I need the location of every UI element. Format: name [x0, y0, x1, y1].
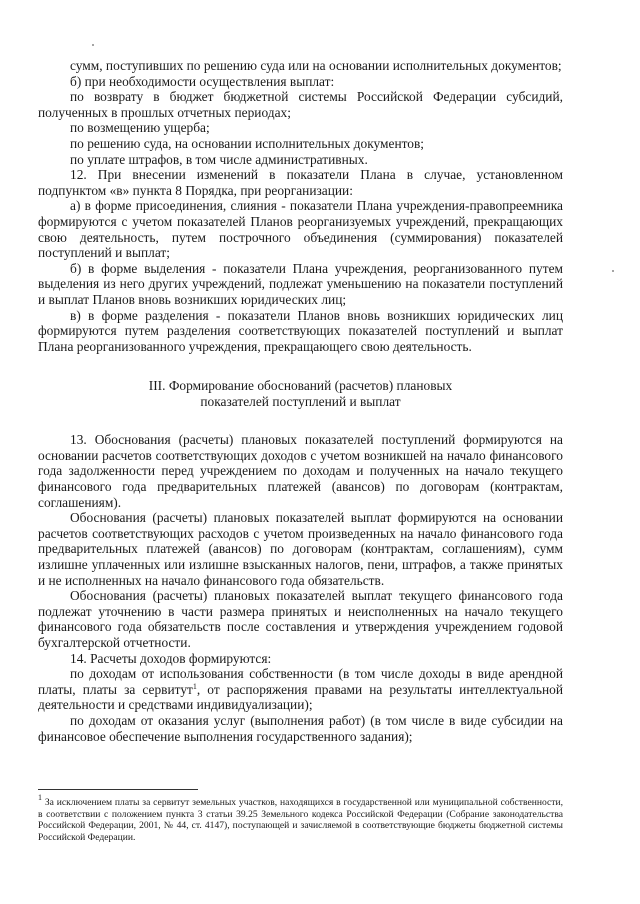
paragraph: б) при необходимости осуществления выплат:	[70, 73, 335, 89]
paragraph-item-13: 13. Обоснования (расчеты) плановых показателей поступлений формируются на основании расчетов соответствующих доходов с учетом возникшей на начало финансового года задолженности перед учреждением по доходам и полученных на начало текущего финансового года предварительных платежей (авансов) по договорам (контрактам, соглашениям).	[38, 432, 563, 510]
paragraph: по уплате штрафов, в том числе административных.	[70, 151, 368, 167]
scan-speck	[92, 44, 94, 46]
footnote-separator	[38, 789, 198, 790]
paragraph: Обоснования (расчеты) плановых показателей выплат формируются на основании расчетов соответствующих расходов с учетом произведенных на начало финансового года предварительных платежей (авансов) по договорам (контрактам, соглашениям), сумм излишне уплаченных или излишне взысканных налогов, пени, штрафов, а также принятых и не исполненных на начало финансового года обязательств.	[38, 510, 563, 588]
paragraph: а) в форме присоединения, слияния - показатели Плана учреждения-правопреемника формируются с учетом показателей Планов реорганизуемых учреждений, прекращающих свою деятельность, путем построчного объединения (суммирования) показателей поступлений и выплат;	[38, 198, 563, 261]
section-heading	[38, 378, 563, 410]
paragraph: по решению суда, на основании исполнительных документов;	[70, 135, 425, 151]
paragraph-text: , от распоряжения правами на результаты интеллектуальной деятельности и средствами индивидуализации);	[38, 681, 564, 713]
paragraph	[38, 666, 563, 713]
paragraph-item-12: 12. При внесении изменений в показатели Плана в случае, установленном подпунктом «в» пункта 8 Порядка, при реорганизации:	[38, 167, 563, 198]
paragraph: по доходам от оказания услуг (выполнения работ) (в том числе в виде субсидии на финансовое обеспечение выполнения государственного задания);	[38, 712, 563, 744]
section-heading-line: III. Формирование обоснований (расчетов) плановых	[148, 378, 453, 394]
footnote	[38, 793, 563, 843]
footnote-reference[interactable]: 1	[192, 681, 197, 691]
document-body	[38, 58, 563, 744]
footnote-mark: 1	[38, 793, 42, 802]
paragraph: по возврату в бюджет бюджетной системы Российской Федерации субсидий, полученных в прошлых отчетных периодах;	[38, 89, 563, 120]
paragraph-item-14: 14. Расчеты доходов формируются:	[70, 650, 272, 666]
paragraph: в) в форме разделения - показатели Планов вновь возникших юридических лиц формируются путем разделения соответствующих показателей поступлений и выплат Плана реорганизованного учреждения, прекращающего свою деятельность.	[38, 307, 563, 354]
scan-speck	[612, 270, 614, 272]
paragraph: б) в форме выделения - показатели Плана учреждения, реорганизованного путем выделения из него других учреждений, подлежат уменьшению на показатели поступлений и выплат Планов вновь возникших юридических лиц;	[38, 260, 563, 307]
paragraph: сумм, поступивших по решению суда или на основании исполнительных документов;	[70, 58, 562, 73]
paragraph: Обоснования (расчеты) плановых показателей выплат текущего финансового года подлежат уточнению в части размера принятых и неисполненных на начало текущего финансового года обязательств после составления и утверждения учреждением годовой бухгалтерской отчетности.	[38, 588, 563, 650]
section-heading-line: показателей поступлений и выплат	[200, 394, 401, 410]
paragraph: по возмещению ущерба;	[70, 120, 210, 136]
footnote-text: За исключением платы за сервитут земельных участков, находящихся в государственной или муниципальной собственности, в соответствии с положением пункта 3 статьи 39.25 Земельного кодекса Российской Федерации (Собрание законодательства Российской Федерации, 2001, № 44, ст. 4147), поступающей и зачисляемой в соответствующие бюджеты бюджетной системы Российской Федерации.	[38, 797, 563, 843]
paragraph-text: по доходам от использования собственности (в том числе доходы в виде арендной платы, платы за сервитут	[38, 666, 563, 697]
